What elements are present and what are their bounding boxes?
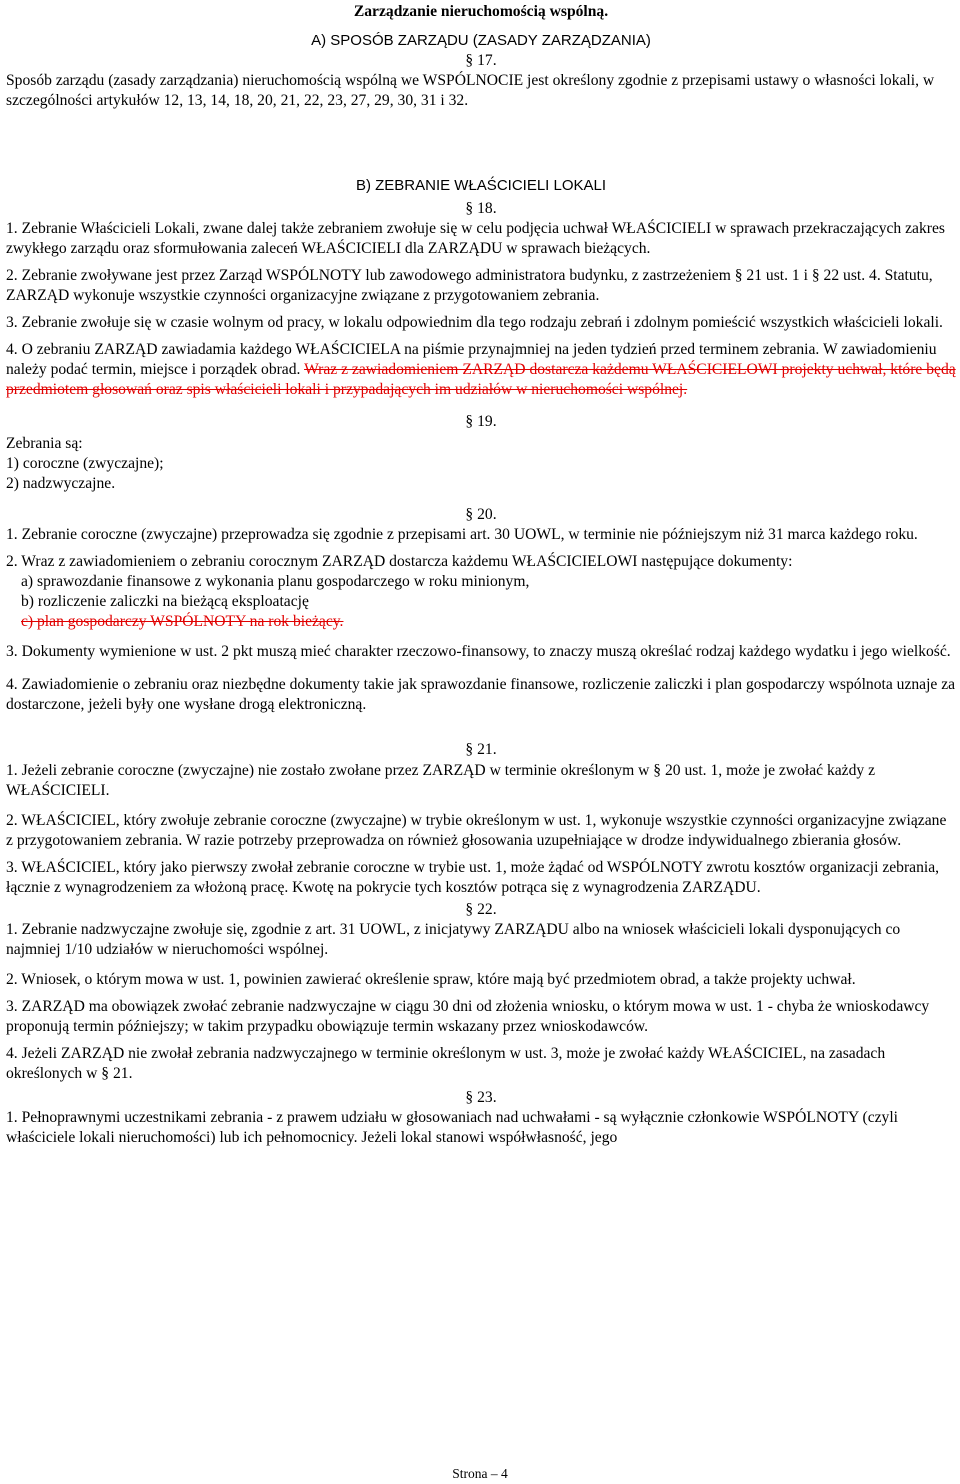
page-footer: Strona – 4	[452, 1466, 508, 1481]
paragraph-18-item-1: 1. Zebranie Właścicieli Lokali, zwane dalej także zebraniem zwołuje się w celu podjęcia uchwał WŁAŚCICIELI w sprawach przekraczających zakres zwykłego zarządu oraz sformułowania zaleceń WŁAŚCICIELI dla ZARZĄDU w sprawach bieżących.	[6, 220, 945, 257]
paragraph-22-item-1: 1. Zebranie nadzwyczajne zwołuje się, zgodnie z art. 31 UOWL, z inicjatywy ZARZĄDU albo na wniosek właścicieli lokali dysponujących co najmniej 1/10 udziałów w nieruchomości wspólnej.	[6, 921, 901, 958]
paragraph-18-item-4-text: 4. O zebraniu ZARZĄD zawiadamia każdego WŁAŚCICIELA na piśmie przynajmniej na jeden tydzień przed terminem zebrania. W zawiadomieniu należy podać termin, miejsce i porządek obrad.	[6, 341, 937, 378]
paragraph-20-item-3: 3. Dokumenty wymienione w ust. 2 pkt muszą mieć charakter rzeczowo-finansowy, to znaczy muszą określać rodzaj każdego wydatku i jego wielkość.	[6, 643, 951, 660]
paragraph-21-item-2: 2. WŁAŚCICIEL, który zwołuje zebranie coroczne (zwyczajne) w trybie określonym w ust. 1, wykonuje wszystkie czynności organizacyjne związane z przygotowaniem zebrania. W razie potrzeby przeprowadza on również głosowania uzupełniające w drodze indywidualnego zbierania głosów.	[6, 812, 947, 849]
section-a-heading: A) SPOSÓB ZARZĄDU (ZASADY ZARZĄDZANIA)	[311, 32, 651, 49]
paragraph-18-heading: § 18.	[465, 200, 497, 217]
document-page	[6, 0, 956, 1148]
paragraph-18-item-4	[6, 340, 956, 400]
paragraph-23-heading: § 23.	[465, 1089, 497, 1106]
paragraph-19-intro: Zebrania są:	[6, 435, 83, 452]
paragraph-18-item-3: 3. Zebranie zwołuje się w czasie wolnym od pracy, w lokalu odpowiednim dla tego rodzaju zebrań i zdolnym pomieścić wszystkich właścicieli lokali.	[6, 314, 943, 331]
paragraph-20-item-4: 4. Zawiadomienie o zebraniu oraz niezbędne dokumenty takie jak sprawozdanie finansowe, rozliczenie zaliczki i plan gospodarczy wspólnota uznaje za dostarczone, jeżeli były one wysłane drogą elektroniczną.	[6, 676, 956, 713]
struck-text: c) plan gospodarczy WSPÓLNOTY na rok bieżący.	[21, 613, 344, 630]
paragraph-21-item-3: 3. WŁAŚCICIEL, który jako pierwszy zwołał zebranie coroczne w trybie ust. 1, może żądać od WSPÓLNOTY zwrotu kosztów organizacji zebrania, łącznie z wynagrodzeniem za włożoną pracę. Kwotę na pokrycie tych kosztów potrąca się z wynagrodzenia ZARZĄDU.	[6, 859, 940, 896]
paragraph-22-item-3: 3. ZARZĄD ma obowiązek zwołać zebranie nadzwyczajne w ciągu 30 dni od złożenia wniosku, o którym mowa w ust. 1 - chyba że wnioskodawcy proponują termin późniejszy; w takim przypadku obowiązuje termin wskazany przez wnioskodawców.	[6, 998, 930, 1035]
paragraph-19-item-1: 1) coroczne (zwyczajne);	[6, 455, 164, 472]
struck-text: Wraz z zawiadomieniem ZARZĄD dostarcza każdemu WŁAŚCICIELOWI projekty uchwał, które będą przedmiotem głosowań oraz spis właścicieli lokali i przypadających im udziałów w nieruchomości wspólnej.	[6, 361, 956, 398]
paragraph-20-item-2a: a) sprawozdanie finansowe z wykonania planu gospodarczego w roku minionym,	[21, 573, 530, 590]
paragraph-21-heading: § 21.	[465, 741, 497, 758]
paragraph-17-text: Sposób zarządu (zasady zarządzania) nieruchomością wspólną we WSPÓLNOCIE jest określony zgodnie z przepisami ustawy o własności lokali, w szczególności artykułów 12, 13, 14, 18, 20, 21, 22, 23, 27, 29, 30, 31 i 32.	[6, 72, 935, 109]
paragraph-20-item-2c	[6, 612, 956, 632]
paragraph-23-item-1: 1. Pełnoprawnymi uczestnikami zebrania - z prawem udziału w głosowaniach nad uchwałami - są wyłącznie członkowie WSPÓLNOTY (czyli właściciele lokali nieruchomości) lub ich pełnomocnicy. Jeżeli lokal stanowi współwłasność, jego	[6, 1109, 899, 1146]
paragraph-20-heading: § 20.	[465, 506, 497, 523]
paragraph-19-item-2: 2) nadzwyczajne.	[6, 475, 116, 492]
paragraph-22-item-4: 4. Jeżeli ZARZĄD nie zwołał zebrania nadzwyczajnego w terminie określonym w ust. 3, może je zwołać każdy WŁAŚCICIEL, na zasadach określonych w § 21.	[6, 1045, 886, 1082]
paragraph-20-item-1: 1. Zebranie coroczne (zwyczajne) przeprowadza się zgodnie z przepisami art. 30 UOWL, w terminie nie późniejszym niż 31 marca każdego roku.	[6, 526, 918, 543]
paragraph-20-item-2: 2. Wraz z zawiadomieniem o zebraniu corocznym ZARZĄD dostarcza każdemu WŁAŚCICIELOWI następujące dokumenty:	[6, 553, 793, 570]
paragraph-22-item-2: 2. Wniosek, o którym mowa w ust. 1, powinien zawierać określenie spraw, które mają być przedmiotem obrad, a także projekty uchwał.	[6, 971, 856, 988]
paragraph-21-item-1: 1. Jeżeli zebranie coroczne (zwyczajne) nie zostało zwołane przez ZARZĄD w terminie określonym w § 20 ust. 1, może je zwołać każdy z WŁAŚCICIELI.	[6, 762, 875, 799]
paragraph-18-item-2: 2. Zebranie zwoływane jest przez Zarząd WSPÓLNOTY lub zawodowego administratora budynku, z zastrzeżeniem § 21 ust. 1 i § 22 ust. 4. Statutu, ZARZĄD wykonuje wszystkie czynności organizacyjne związane z przygotowaniem zebrania.	[6, 267, 933, 304]
section-b-heading: B) ZEBRANIE WŁAŚCICIELI LOKALI	[355, 177, 607, 194]
paragraph-20-item-2b: b) rozliczenie zaliczki na bieżącą eksploatację	[21, 593, 309, 610]
paragraph-19-heading: § 19.	[465, 413, 497, 430]
paragraph-22-heading: § 22.	[465, 901, 497, 918]
paragraph-17-heading: § 17.	[465, 52, 497, 69]
document-title: Zarządzanie nieruchomością wspólną.	[353, 3, 609, 20]
